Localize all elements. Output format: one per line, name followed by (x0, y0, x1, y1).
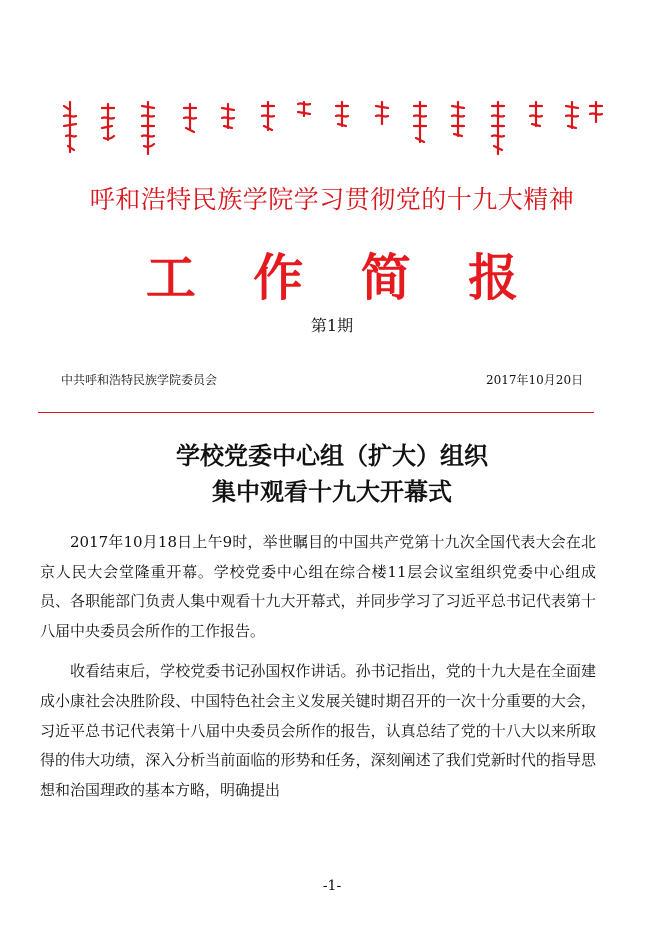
article-headline (0, 438, 664, 510)
article-body (40, 528, 596, 816)
org-title: 呼和浩特民族学院学习贯彻党的十九大精神 (89, 185, 575, 214)
brief-title: 工 作 简 报 (145, 248, 539, 307)
paragraph-2: 收看结束后，学校党委书记孙国权作讲话。孙书记指出，党的十九大是在全面建成小康社会决胜阶段、中国特色社会主义发展关键时期召开的一次十分重要的大会，习近平总书记代表第十八届中央委员会所作的报告，认真总结了党的十八大以来所取得的伟大功绩，深入分析当前面临的形势和任务，深刻阐述了我们党新时代的指导思想和治国理政的基本方略，明确提出 (40, 662, 596, 799)
mongolian-script-logo (56, 96, 604, 158)
publisher: 中共呼和浩特民族学院委员会 (61, 373, 218, 387)
headline-line-2: 集中观看十九大开幕式 (212, 477, 452, 506)
publish-date: 2017年10月20日 (486, 373, 584, 387)
header-divider (38, 412, 594, 413)
headline-line-1: 学校党委中心组（扩大）组织 (176, 441, 488, 470)
page-number: -1- (322, 878, 342, 894)
paragraph-1: 2017年10月18日上午9时，举世瞩目的中国共产党第十九次全国代表大会在北京人民大会堂隆重开幕。学校党委中心组在综合楼11层会议室组织党委中心组成员、各职能部门负责人集中观看十九大开幕式，并同步学习了习近平总书记代表第十八届中央委员会所作的工作报告。 (40, 533, 596, 640)
issue-number: 第1期 (310, 316, 354, 335)
